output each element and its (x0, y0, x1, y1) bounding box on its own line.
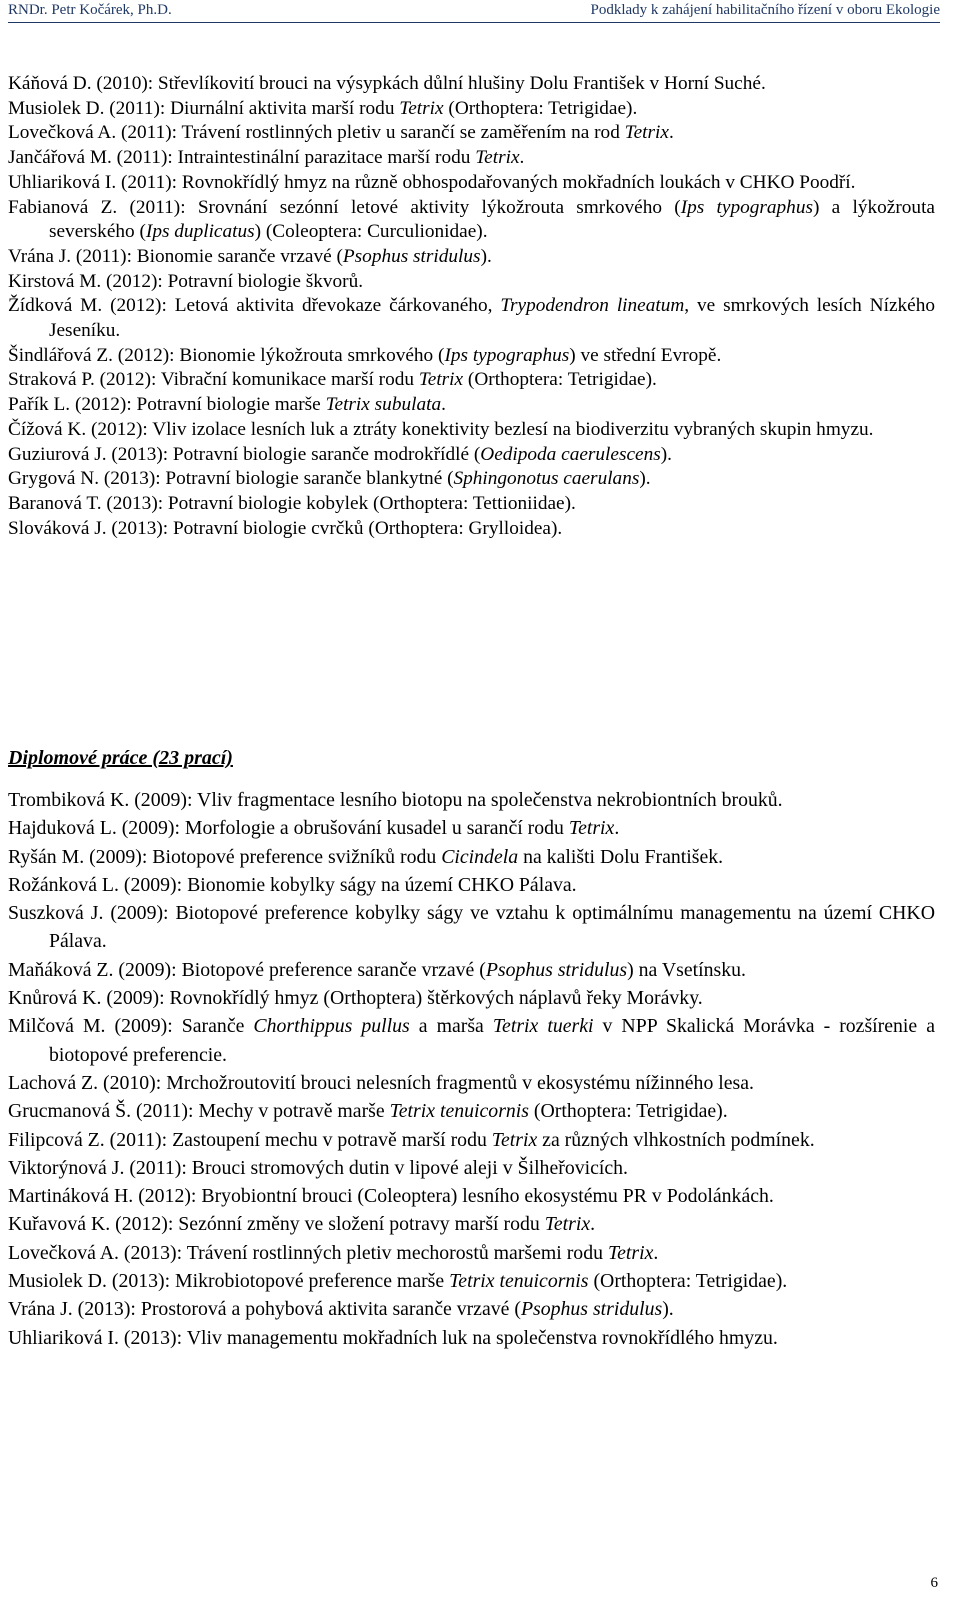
entry-text: Kuřavová K. (2012): Sezónní změny ve složení potravy marší rodu (8, 1213, 545, 1236)
thesis-entry (8, 344, 935, 369)
entry-text: ) ve střední Evropě. (569, 344, 722, 366)
entry-text: Baranová T. (2013): Potravní biologie kobylek (Orthoptera: Tettioniidae). (8, 492, 576, 514)
entry-text: Martináková H. (2012): Bryobiontní brouci (Coleoptera) lesního ekosystému PR v Podolánkách. (8, 1185, 774, 1208)
species-name: Tetrix (568, 817, 615, 840)
entry-text: Jančářová M. (2011): Intraintestinální parazitace marší rodu (8, 147, 476, 169)
entry-text: Vrána J. (2011): Bionomie saranče vrzavé ( (8, 245, 343, 267)
thesis-entry (8, 517, 935, 542)
thesis-entry (8, 245, 935, 270)
header-author: RNDr. Petr Kočárek, Ph.D. (8, 2, 172, 18)
entry-text: (Orthoptera: Tetrigidae). (443, 97, 638, 119)
thesis-entry (8, 1182, 935, 1210)
thesis-entry (8, 121, 935, 146)
entry-text: (Orthoptera: Tetrigidae). (528, 1100, 728, 1123)
species-name: Tetrix subulata (325, 394, 442, 416)
entry-text: Vrána J. (2013): Prostorová a pohybová aktivita saranče vrzavé ( (8, 1298, 521, 1321)
thesis-entry (8, 786, 935, 814)
entry-text: ) na Vsetínsku. (627, 958, 746, 981)
entry-text: Káňová D. (2010): Střevlíkovití brouci na výsypkách důlní hlušiny Dolu František v Horní Suché. (8, 73, 766, 94)
thesis-entry (8, 72, 935, 97)
thesis-entry (8, 467, 935, 492)
entry-text: ). (480, 245, 492, 267)
thesis-entry (8, 1012, 935, 1069)
thesis-entry (8, 146, 935, 171)
page-header (8, 0, 940, 23)
entry-text: Straková P. (2012): Vibrační komunikace marší rodu (8, 369, 419, 391)
thesis-entry (8, 1210, 935, 1238)
species-name: Psophus stridulus (520, 1298, 663, 1321)
species-name: Tetrix tenuicornis (449, 1270, 589, 1293)
thesis-entry (8, 418, 935, 443)
entry-text: Kirstová M. (2012): Potravní biologie škvorů. (8, 270, 364, 292)
entry-text: za různých vlhkostních podmínek. (537, 1128, 815, 1151)
entry-text: Maňáková Z. (2009): Biotopové preference saranče vrzavé ( (8, 958, 486, 981)
entry-text: Šindlářová Z. (2012): Bionomie lýkožrouta smrkového ( (8, 344, 445, 366)
entry-text: . (441, 394, 446, 416)
entry-text: . (590, 1213, 596, 1236)
thesis-entry (8, 368, 935, 393)
species-name: Trypodendron lineatum (500, 295, 685, 317)
thesis-entry (8, 1295, 935, 1323)
entry-text: (Orthoptera: Tetrigidae). (463, 369, 657, 391)
entry-text: Knůrová K. (2009): Rovnokřídlý hmyz (Orthoptera) štěrkových náplavů řeky Morávky. (8, 987, 703, 1010)
species-name: Ips typographus (444, 344, 570, 366)
thesis-entry (8, 97, 935, 122)
thesis-entry (8, 843, 935, 871)
species-name: Tetrix tenuicornis (389, 1100, 529, 1123)
entry-text: Musiolek D. (2013): Mikrobiotopové preference marše (8, 1270, 450, 1293)
entry-text: a marša (409, 1015, 493, 1038)
entry-text: ) a lýkožrouta severského ( (49, 196, 935, 243)
species-name: Psophus stridulus (342, 245, 481, 267)
entry-text: na kališti Dolu František. (518, 845, 724, 868)
thesis-entry (8, 1267, 935, 1295)
thesis-entry (8, 1154, 935, 1182)
entry-text: , ve smrkových lesích Nízkého Jeseníku. (49, 295, 935, 342)
entry-text: Slováková J. (2013): Potravní biologie cvrčků (Orthoptera: Grylloidea). (8, 517, 563, 539)
thesis-entry (8, 984, 935, 1012)
species-name: Tetrix (624, 122, 669, 144)
thesis-entry (8, 393, 935, 418)
entry-text: Ryšán M. (2009): Biotopové preference svižníků rodu (8, 845, 442, 868)
entry-text: Lovečková A. (2013): Trávení rostlinných pletiv mechorostů maršemi rodu (8, 1241, 608, 1264)
entry-text: . (668, 122, 674, 144)
species-name: Tetrix tuerki (492, 1015, 594, 1038)
entry-text: . (653, 1241, 659, 1264)
entry-text: ). (660, 443, 672, 465)
thesis-entry (8, 443, 935, 468)
species-name: Chorthippus pullus (253, 1015, 410, 1038)
entry-text: . (519, 147, 525, 169)
entry-text: Filipcová Z. (2011): Zastoupení mechu v potravě marší rodu (8, 1128, 492, 1151)
entry-text: . (614, 817, 620, 840)
species-name: Tetrix (607, 1241, 654, 1264)
species-name: Cicindela (441, 845, 519, 868)
entry-text: Milčová M. (2009): Saranče (8, 1015, 254, 1038)
entry-text: Suszková J. (2009): Biotopové preference kobylky ságy ve vztahu k optimálnímu managementu na území CHKO Pálava. (8, 902, 935, 953)
entry-text: Rožánková L. (2009): Bionomie kobylky ságy na území CHKO Pálava. (8, 873, 577, 896)
thesis-entry (8, 956, 935, 984)
thesis-entry (8, 196, 935, 245)
species-name: Psophus stridulus (485, 958, 628, 981)
entry-text: v NPP Skalická Morávka - rozšírenie a biotopové preferencie. (49, 1015, 935, 1066)
thesis-entry (8, 270, 935, 295)
species-name: Ips duplicatus (145, 221, 255, 243)
thesis-entry (8, 871, 935, 899)
entry-text: ) (Coleoptera: Curculionidae). (254, 221, 488, 243)
thesis-entry (8, 294, 935, 343)
diploma-theses-list (8, 786, 935, 1352)
entry-text: Lachová Z. (2010): Mrchožroutovití brouci nelesních fragmentů v ekosystému nížinného lesa. (8, 1071, 754, 1094)
entry-text: Viktorýnová J. (2011): Brouci stromových dutin v lipové aleji v Šilheřovicích. (8, 1156, 628, 1179)
entry-text: Lovečková A. (2011): Trávení rostlinných pletiv u sarančí se zaměřením na rod (8, 122, 625, 144)
entry-text: Guziurová J. (2013): Potravní biologie saranče modrokřídlé ( (8, 443, 481, 465)
entry-text: (Orthoptera: Tetrigidae). (588, 1270, 788, 1293)
thesis-entry (8, 1239, 935, 1267)
bachelor-theses-list (8, 72, 935, 541)
thesis-entry (8, 814, 935, 842)
thesis-entry (8, 171, 935, 196)
species-name: Tetrix (475, 147, 520, 169)
entry-text: ). (639, 468, 651, 490)
entry-text: Uhliariková I. (2013): Vliv managementu mokřadních luk na společenstva rovnokřídlého hmyzu. (8, 1326, 778, 1349)
species-name: Sphingonotus caerulans (453, 468, 640, 490)
entry-text: Čížová K. (2012): Vliv izolace lesních luk a ztráty konektivity bezlesí na biodiverzitu vybraných skupin hmyzu. (8, 418, 874, 440)
diploma-theses-heading: Diplomové práce (23 prací) (8, 747, 233, 769)
species-name: Tetrix (399, 97, 444, 119)
thesis-entry (8, 899, 935, 956)
species-name: Tetrix (491, 1128, 538, 1151)
species-name: Tetrix (544, 1213, 591, 1236)
entry-text: Trombiková K. (2009): Vliv fragmentace lesního biotopu na společenstva nekrobiontních brouků. (8, 789, 783, 811)
thesis-entry (8, 492, 935, 517)
entry-text: Fabianová Z. (2011): Srovnání sezónní letové aktivity lýkožrouta smrkového ( (8, 196, 681, 218)
thesis-entry (8, 1069, 935, 1097)
page-number: 6 (930, 1575, 938, 1591)
entry-text: Žídková M. (2012): Letová aktivita dřevokaze čárkovaného, (8, 295, 501, 317)
entry-text: Uhliariková I. (2011): Rovnokřídlý hmyz na různě obhospodařovaných mokřadních loukách v CHKO Poodří. (8, 171, 856, 193)
entry-text: Grucmanová Š. (2011): Mechy v potravě marše (8, 1100, 390, 1123)
entry-text: Musiolek D. (2011): Diurnální aktivita marší rodu (8, 97, 400, 119)
species-name: Tetrix (418, 369, 464, 391)
thesis-entry (8, 1097, 935, 1125)
species-name: Ips typographus (680, 196, 813, 218)
entry-text: Pařík L. (2012): Potravní biologie marše (8, 394, 326, 416)
species-name: Oedipoda caerulescens (480, 443, 661, 465)
entry-text: Hajduková L. (2009): Morfologie a obrušování kusadel u sarančí rodu (8, 817, 569, 840)
thesis-entry (8, 1324, 935, 1352)
entry-text: Grygová N. (2013): Potravní biologie saranče blankytné ( (8, 468, 454, 490)
entry-text: ). (662, 1298, 674, 1321)
thesis-entry (8, 1126, 935, 1154)
header-title: Podklady k zahájení habilitačního řízení v oboru Ekologie (590, 2, 940, 18)
